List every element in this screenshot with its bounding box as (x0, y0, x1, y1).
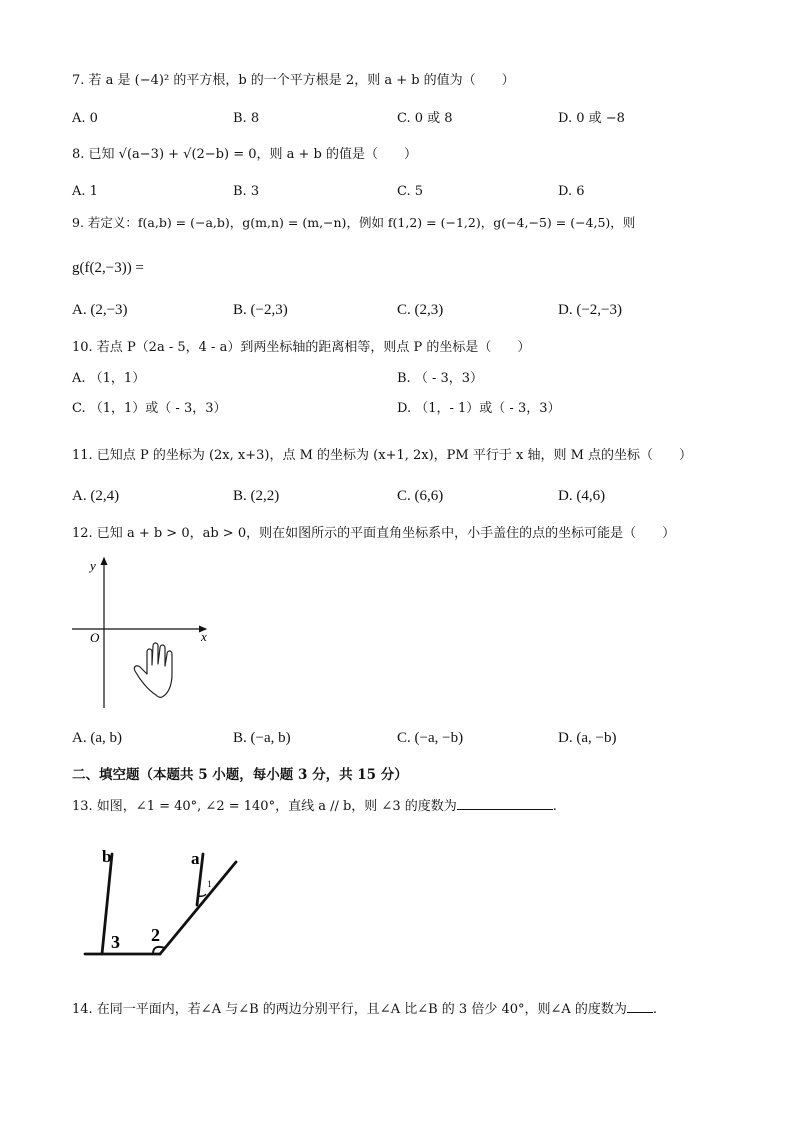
q13-angle-figure (80, 840, 250, 965)
q11-option-a: A. (2,4) (72, 488, 120, 504)
q8-option-b: B. 3 (233, 184, 260, 199)
q14-stem-text: 14. 在同一平面内，若∠A 与∠B 的两边分别平行，且∠A 比∠B 的 3 倍少 40°，则∠A 的度数为 (72, 1002, 627, 1017)
q7-option-a: A. 0 (72, 111, 98, 126)
q8-option-d: D. 6 (558, 184, 585, 199)
q10-option-a: A. （1，1） (72, 371, 146, 386)
x-axis-label: x (201, 629, 207, 644)
q8-option-a: A. 1 (72, 184, 98, 199)
q12-option-b: B. (−a, b) (233, 730, 291, 746)
label-3: 3 (111, 932, 120, 952)
q9-option-d: D. (−2,−3) (558, 302, 622, 318)
q13-answer-blank[interactable] (457, 795, 553, 810)
q9-stem: 9. 若定义：f(a,b) = (−a,b)，g(m,n) = (m,−n)，例如 f(1,2) = (−1,2)，g(−4,−5) = (−4,5)，则 (72, 215, 636, 230)
q12-option-d: D. (a, −b) (558, 730, 617, 746)
label-1: 1 (207, 879, 212, 889)
q12-coordinate-figure (66, 552, 216, 712)
q14-answer-blank[interactable] (627, 998, 653, 1013)
q7-option-c: C. 0 或 8 (397, 111, 453, 126)
section-heading: 二、填空题（本题共 5 小题，每小题 3 分，共 15 分） (72, 767, 408, 783)
q9-stem-line2: g(f(2,−3)) = (72, 260, 144, 276)
q7-option-b: B. 8 (233, 111, 260, 126)
q11-stem: 11. 已知点 P 的坐标为 (2x, x+3)，点 M 的坐标为 (x+1, 2x)，PM 平行于 x 轴，则 M 点的坐标（ ） (72, 448, 693, 463)
label-2: 2 (151, 925, 160, 945)
q10-option-b: B. （ - 3，3） (397, 371, 484, 386)
q13-stem-text: 13. 如图，∠1 = 40°, ∠2 = 140°，直线 a // b，则 ∠3 的度数为 (72, 799, 457, 814)
q11-option-b: B. (2,2) (233, 488, 280, 504)
q8-option-c: C. 5 (397, 184, 424, 199)
q7-stem: 7. 若 a 是 (−4)² 的平方根，b 的一个平方根是 2，则 a + b 的值为（ ） (72, 73, 515, 88)
q13-stem (72, 795, 557, 816)
q10-option-d: D. （1，- 1）或（ - 3，3） (397, 401, 561, 416)
q14-stem (72, 998, 657, 1019)
q9-option-b: B. (−2,3) (233, 302, 288, 318)
y-axis-label: y (90, 558, 96, 573)
q11-option-c: C. (6,6) (397, 488, 444, 504)
q9-option-a: A. (2,−3) (72, 302, 128, 318)
q14-period: . (652, 1002, 658, 1017)
q10-stem: 10. 若点 P（2a - 5，4 - a）到两坐标轴的距离相等，则点 P 的坐标是（ ） (72, 340, 531, 355)
q12-option-a: A. (a, b) (72, 730, 122, 746)
q11-option-d: D. (4,6) (558, 488, 606, 504)
q7-option-d: D. 0 或 −8 (558, 111, 625, 126)
hand-icon (134, 643, 172, 697)
q10-option-c: C. （1，1）或（ - 3，3） (72, 401, 227, 416)
origin-label: O (90, 630, 100, 645)
q8-stem: 8. 已知 √(a−3) + √(2−b) = 0，则 a + b 的值是（ ） (72, 147, 418, 162)
label-b: b (102, 847, 112, 866)
transversal-line (160, 862, 236, 954)
q9-option-c: C. (2,3) (397, 302, 444, 318)
q12-stem: 12. 已知 a + b > 0，ab > 0，则在如图所示的平面直角坐标系中，小手盖住的点的坐标可能是（ ） (72, 526, 676, 541)
q13-period: . (552, 799, 557, 814)
label-a: a (191, 849, 200, 868)
q12-option-c: C. (−a, −b) (397, 730, 464, 746)
